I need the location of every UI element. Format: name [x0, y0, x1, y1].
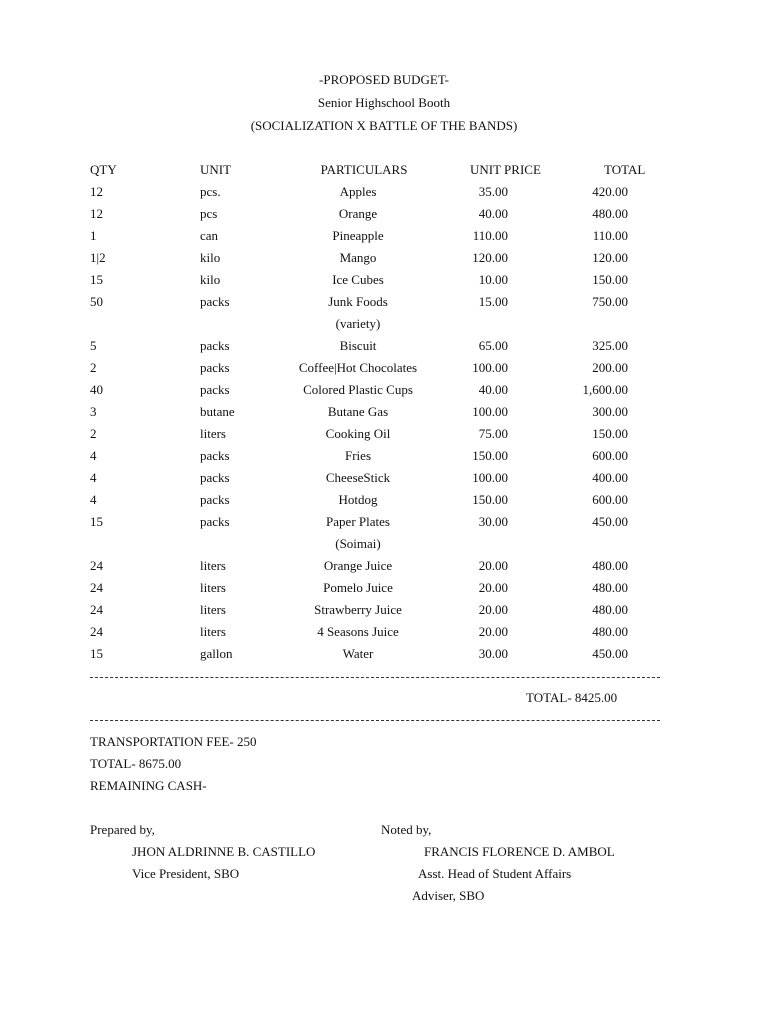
row-unit-price: 20.00 [478, 624, 508, 639]
row-particulars: Colored Plastic Cups [303, 382, 413, 397]
event-name: (SOCIALIZATION X BATTLE OF THE BANDS) [250, 118, 518, 133]
row-particulars: Apples [339, 184, 377, 199]
row-unit: packs [200, 514, 230, 529]
noted-by-title-2: Adviser, SBO [412, 888, 485, 903]
grand-total: TOTAL- 8675.00 [90, 756, 182, 771]
row-unit-price: 110.00 [472, 228, 508, 243]
row-particulars: Hotdog [338, 492, 378, 507]
row-total: 110.00 [592, 228, 628, 243]
row-particulars: Mango [339, 250, 377, 265]
row-unit-price: 150.00 [472, 492, 508, 507]
header-unit: UNIT [200, 162, 232, 177]
row-particulars: Junk Foods [328, 294, 388, 309]
row-unit: packs [200, 294, 230, 309]
row-qty: 50 [90, 294, 103, 309]
row-qty: 24 [90, 558, 103, 573]
row-particulars: Orange Juice [323, 558, 393, 573]
row-total: 480.00 [592, 602, 628, 617]
row-unit: kilo [200, 272, 221, 287]
row-qty: 4 [90, 470, 97, 485]
row-particulars: Paper Plates [326, 514, 390, 529]
row-unit-price: 150.00 [472, 448, 508, 463]
row-unit: packs [200, 338, 230, 353]
row-total: 325.00 [592, 338, 628, 353]
row-particulars: Pineapple [332, 228, 384, 243]
row-unit-price: 100.00 [472, 360, 508, 375]
row-qty: 12 [90, 184, 103, 199]
row-particulars: (Soimai) [335, 536, 381, 551]
row-total: 450.00 [592, 646, 628, 661]
row-qty: 1 [90, 228, 97, 243]
row-unit-price: 65.00 [478, 338, 508, 353]
row-unit: packs [200, 360, 230, 375]
row-total: 480.00 [592, 580, 628, 595]
document-title: -PROPOSED BUDGET- [319, 72, 449, 87]
row-qty: 4 [90, 492, 97, 507]
row-particulars: Water [342, 646, 374, 661]
row-total: 420.00 [592, 184, 628, 199]
row-particulars: Butane Gas [327, 404, 389, 419]
row-unit-price: 10.00 [478, 272, 508, 287]
row-qty: 2 [90, 360, 97, 375]
row-unit: can [200, 228, 219, 243]
row-unit-price: 120.00 [472, 250, 508, 265]
row-unit-price: 100.00 [472, 470, 508, 485]
row-qty: 24 [90, 602, 103, 617]
row-qty: 40 [90, 382, 103, 397]
row-unit: packs [200, 382, 230, 397]
row-unit-price: 40.00 [478, 382, 508, 397]
row-total: 480.00 [592, 558, 628, 573]
remaining-cash: REMAINING CASH- [90, 778, 207, 793]
row-particulars: Coffee|Hot Chocolates [298, 360, 418, 375]
row-qty: 5 [90, 338, 97, 353]
row-unit-price: 20.00 [478, 580, 508, 595]
row-total: 450.00 [592, 514, 628, 529]
row-unit-price: 20.00 [478, 558, 508, 573]
noted-by-title: Asst. Head of Student Affairs [418, 866, 572, 881]
transportation-fee: TRANSPORTATION FEE- 250 [90, 734, 257, 749]
row-unit-price: 30.00 [478, 646, 508, 661]
row-total: 120.00 [592, 250, 628, 265]
row-unit: liters [200, 426, 226, 441]
row-unit: packs [200, 448, 230, 463]
row-qty: 4 [90, 448, 97, 463]
header-qty: QTY [90, 162, 117, 177]
row-total: 200.00 [592, 360, 628, 375]
subtotal: TOTAL- 8425.00 [526, 690, 618, 705]
row-particulars: Orange [338, 206, 378, 221]
row-qty: 3 [90, 404, 97, 419]
row-qty: 12 [90, 206, 103, 221]
row-total: 750.00 [592, 294, 628, 309]
row-qty: 1|2 [90, 250, 106, 265]
row-qty: 24 [90, 580, 103, 595]
row-total: 1,600.00 [582, 382, 628, 397]
row-unit: liters [200, 602, 226, 617]
prepared-by-name: JHON ALDRINNE B. CASTILLO [132, 844, 316, 859]
noted-by-name: FRANCIS FLORENCE D. AMBOL [424, 844, 615, 859]
row-qty: 15 [90, 646, 103, 661]
row-unit-price: 30.00 [478, 514, 508, 529]
row-total: 480.00 [592, 206, 628, 221]
row-total: 300.00 [592, 404, 628, 419]
row-unit: pcs. [200, 184, 221, 199]
row-unit-price: 35.00 [478, 184, 508, 199]
noted-by-label: Noted by, [381, 822, 432, 837]
row-unit: packs [200, 470, 230, 485]
row-particulars: Biscuit [339, 338, 377, 353]
row-particulars: 4 Seasons Juice [317, 624, 399, 639]
row-total: 600.00 [592, 492, 628, 507]
row-unit: packs [200, 492, 230, 507]
row-unit: gallon [200, 646, 233, 661]
row-qty: 15 [90, 272, 103, 287]
document-subtitle: Senior Highschool Booth [317, 95, 451, 110]
header-total: TOTAL [604, 162, 646, 177]
prepared-by-label: Prepared by, [90, 822, 155, 837]
row-unit: butane [200, 404, 235, 419]
row-qty: 24 [90, 624, 103, 639]
prepared-by-title: Vice President, SBO [132, 866, 240, 881]
header-unit-price: UNIT PRICE [470, 162, 541, 177]
row-total: 480.00 [592, 624, 628, 639]
row-unit-price: 20.00 [478, 602, 508, 617]
row-unit-price: 75.00 [478, 426, 508, 441]
row-particulars: Fries [345, 448, 371, 463]
row-unit-price: 40.00 [478, 206, 508, 221]
dashed-divider [90, 677, 660, 678]
row-unit-price: 100.00 [472, 404, 508, 419]
header-particulars: PARTICULARS [320, 162, 408, 177]
row-total: 600.00 [592, 448, 628, 463]
row-unit: pcs [200, 206, 218, 221]
row-particulars: (variety) [335, 316, 381, 331]
row-unit: liters [200, 624, 226, 639]
row-particulars: Strawberry Juice [314, 602, 402, 617]
row-particulars: Cooking Oil [325, 426, 391, 441]
row-particulars: Pomelo Juice [323, 580, 393, 595]
dashed-divider [90, 720, 660, 721]
row-particulars: Ice Cubes [332, 272, 384, 287]
row-total: 400.00 [592, 470, 628, 485]
row-total: 150.00 [592, 272, 628, 287]
row-particulars: CheeseStick [325, 470, 391, 485]
row-qty: 15 [90, 514, 103, 529]
row-unit: liters [200, 580, 226, 595]
row-qty: 2 [90, 426, 97, 441]
row-unit: liters [200, 558, 226, 573]
row-total: 150.00 [592, 426, 628, 441]
row-unit-price: 15.00 [478, 294, 508, 309]
row-unit: kilo [200, 250, 221, 265]
